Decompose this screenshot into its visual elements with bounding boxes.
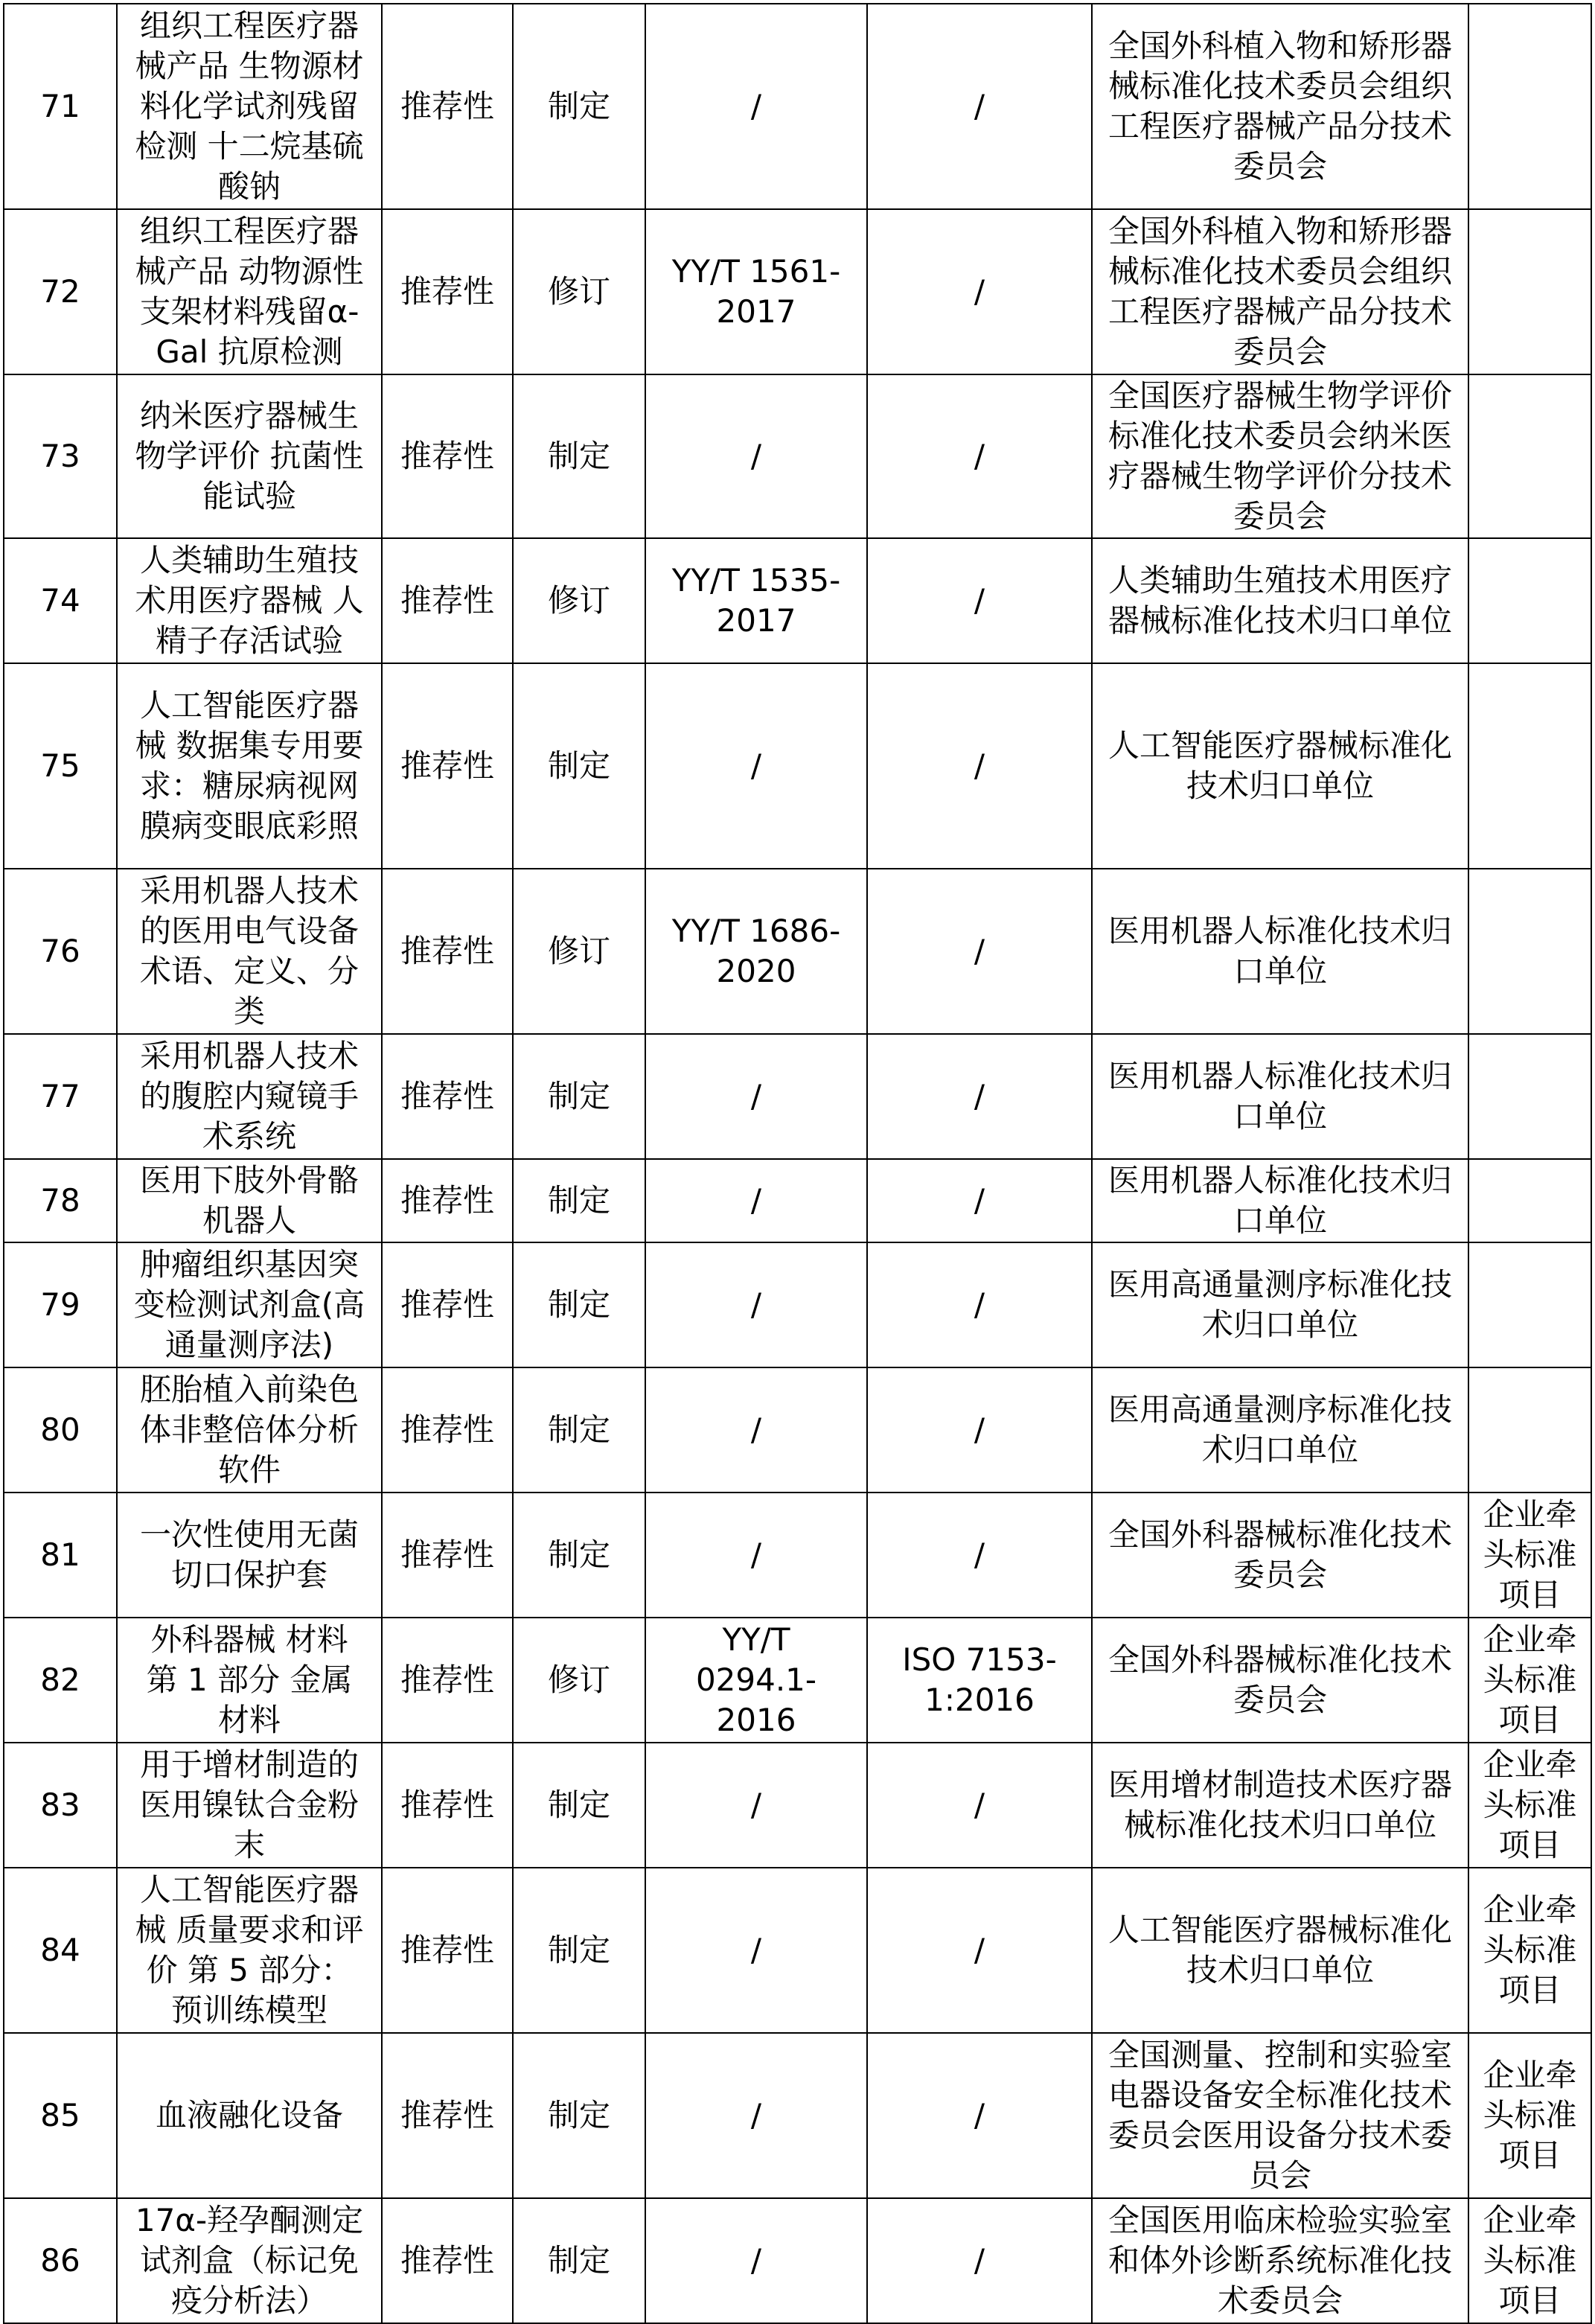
remark [1468,4,1591,209]
replaced-standard: / [645,1493,867,1618]
table-row [4,1242,1591,1367]
remark: 企业牵头标准项目 [1468,1493,1591,1618]
standard-name: 血液融化设备 [117,2033,382,2198]
project-type: 制定 [513,1367,645,1493]
row-number: 81 [4,1493,117,1618]
project-type: 修订 [513,209,645,374]
table-row [4,1618,1591,1743]
replaced-standard: YY/T 1686-2020 [645,869,867,1034]
table-row [4,869,1591,1034]
adopted-international-standard: / [867,209,1092,374]
table-row [4,209,1591,374]
adopted-international-standard: / [867,1242,1092,1367]
standard-name: 17α-羟孕酮测定试剂盒（标记免疫分析法） [117,2198,382,2323]
replaced-standard: / [645,1743,867,1868]
technical-committee: 全国外科器械标准化技术委员会 [1092,1493,1468,1618]
replaced-standard: / [645,2198,867,2323]
standard-nature: 推荐性 [382,374,513,538]
standard-name: 组织工程医疗器械产品 动物源性支架材料残留α-Gal 抗原检测 [117,209,382,374]
table-row [4,1743,1591,1868]
standard-name: 用于增材制造的医用镍钛合金粉末 [117,1743,382,1868]
standard-name: 肿瘤组织基因突变检测试剂盒(高通量测序法) [117,1242,382,1367]
table-row [4,1034,1591,1159]
row-number: 71 [4,4,117,209]
remark: 企业牵头标准项目 [1468,2033,1591,2198]
adopted-international-standard: / [867,869,1092,1034]
project-type: 制定 [513,2033,645,2198]
technical-committee: 全国医疗器械生物学评价标准化技术委员会纳米医疗器械生物学评价分技术委员会 [1092,374,1468,538]
replaced-standard: / [645,1034,867,1159]
standard-nature: 推荐性 [382,1034,513,1159]
project-type: 制定 [513,374,645,538]
project-type: 修订 [513,538,645,663]
remark [1468,663,1591,869]
remark: 企业牵头标准项目 [1468,1743,1591,1868]
standard-name: 组织工程医疗器械产品 生物源材料化学试剂残留检测 十二烷基硫酸钠 [117,4,382,209]
adopted-international-standard: / [867,538,1092,663]
project-type: 修订 [513,1618,645,1743]
standard-name: 人类辅助生殖技术用医疗器械 人精子存活试验 [117,538,382,663]
table-row [4,1367,1591,1493]
technical-committee: 医用增材制造技术医疗器械标准化技术归口单位 [1092,1743,1468,1868]
standard-nature: 推荐性 [382,1868,513,2033]
standard-nature: 推荐性 [382,869,513,1034]
row-number: 78 [4,1159,117,1242]
standard-nature: 推荐性 [382,1743,513,1868]
row-number: 72 [4,209,117,374]
standard-name: 采用机器人技术的医用电气设备 术语、定义、分类 [117,869,382,1034]
technical-committee: 医用机器人标准化技术归口单位 [1092,869,1468,1034]
adopted-international-standard: / [867,1367,1092,1493]
table-row [4,374,1591,538]
remark: 企业牵头标准项目 [1468,2198,1591,2323]
replaced-standard: / [645,1868,867,2033]
standard-name: 一次性使用无菌切口保护套 [117,1493,382,1618]
table-row [4,1159,1591,1242]
remark: 企业牵头标准项目 [1468,1618,1591,1743]
remark [1468,374,1591,538]
technical-committee: 人工智能医疗器械标准化技术归口单位 [1092,663,1468,869]
replaced-standard: / [645,4,867,209]
table-row [4,538,1591,663]
replaced-standard: YY/T 1535-2017 [645,538,867,663]
row-number: 79 [4,1242,117,1367]
remark [1468,869,1591,1034]
project-type: 制定 [513,1034,645,1159]
replaced-standard: / [645,1367,867,1493]
row-number: 86 [4,2198,117,2323]
adopted-international-standard: / [867,2033,1092,2198]
replaced-standard: / [645,2033,867,2198]
technical-committee: 全国外科植入物和矫形器械标准化技术委员会组织工程医疗器械产品分技术委员会 [1092,4,1468,209]
project-type: 制定 [513,1743,645,1868]
row-number: 74 [4,538,117,663]
table-row [4,1868,1591,2033]
adopted-international-standard: ISO 7153-1:2016 [867,1618,1092,1743]
project-type: 制定 [513,2198,645,2323]
table-body [4,4,1591,2323]
adopted-international-standard: / [867,1034,1092,1159]
standard-nature: 推荐性 [382,663,513,869]
adopted-international-standard: / [867,663,1092,869]
standard-nature: 推荐性 [382,1242,513,1367]
row-number: 84 [4,1868,117,2033]
table-row [4,1493,1591,1618]
replaced-standard: YY/T 1561-2017 [645,209,867,374]
row-number: 76 [4,869,117,1034]
standard-nature: 推荐性 [382,1618,513,1743]
standard-name: 外科器械 材料 第 1 部分 金属材料 [117,1618,382,1743]
technical-committee: 人工智能医疗器械标准化技术归口单位 [1092,1868,1468,2033]
standard-nature: 推荐性 [382,1159,513,1242]
row-number: 80 [4,1367,117,1493]
replaced-standard: / [645,374,867,538]
standard-name: 纳米医疗器械生物学评价 抗菌性能试验 [117,374,382,538]
standard-nature: 推荐性 [382,209,513,374]
row-number: 85 [4,2033,117,2198]
replaced-standard: / [645,1242,867,1367]
row-number: 75 [4,663,117,869]
standard-name: 采用机器人技术的腹腔内窥镜手术系统 [117,1034,382,1159]
adopted-international-standard: / [867,2198,1092,2323]
standard-name: 人工智能医疗器械 数据集专用要求：糖尿病视网膜病变眼底彩照 [117,663,382,869]
adopted-international-standard: / [867,4,1092,209]
table-row [4,4,1591,209]
project-type: 制定 [513,1868,645,2033]
standard-nature: 推荐性 [382,1493,513,1618]
technical-committee: 医用机器人标准化技术归口单位 [1092,1034,1468,1159]
technical-committee: 全国测量、控制和实验室电器设备安全标准化技术委员会医用设备分技术委员会 [1092,2033,1468,2198]
remark: 企业牵头标准项目 [1468,1868,1591,2033]
project-type: 制定 [513,1159,645,1242]
standard-name: 医用下肢外骨骼机器人 [117,1159,382,1242]
adopted-international-standard: / [867,1493,1092,1618]
project-type: 制定 [513,663,645,869]
project-type: 制定 [513,1242,645,1367]
replaced-standard: / [645,663,867,869]
technical-committee: 医用机器人标准化技术归口单位 [1092,1159,1468,1242]
replaced-standard: / [645,1159,867,1242]
standard-nature: 推荐性 [382,2198,513,2323]
standards-table [3,3,1592,2324]
standard-name: 人工智能医疗器械 质量要求和评价 第 5 部分：预训练模型 [117,1868,382,2033]
technical-committee: 人类辅助生殖技术用医疗器械标准化技术归口单位 [1092,538,1468,663]
technical-committee: 全国外科植入物和矫形器械标准化技术委员会组织工程医疗器械产品分技术委员会 [1092,209,1468,374]
remark [1468,538,1591,663]
standard-nature: 推荐性 [382,538,513,663]
standard-name: 胚胎植入前染色体非整倍体分析软件 [117,1367,382,1493]
remark [1468,1034,1591,1159]
standard-nature: 推荐性 [382,2033,513,2198]
project-type: 修订 [513,869,645,1034]
project-type: 制定 [513,4,645,209]
remark [1468,1159,1591,1242]
row-number: 83 [4,1743,117,1868]
standard-nature: 推荐性 [382,4,513,209]
table-row [4,663,1591,869]
table-row [4,2198,1591,2323]
standard-nature: 推荐性 [382,1367,513,1493]
technical-committee: 医用高通量测序标准化技术归口单位 [1092,1242,1468,1367]
row-number: 77 [4,1034,117,1159]
technical-committee: 全国医用临床检验实验室和体外诊断系统标准化技术委员会 [1092,2198,1468,2323]
row-number: 82 [4,1618,117,1743]
replaced-standard: YY/T 0294.1-2016 [645,1618,867,1743]
adopted-international-standard: / [867,374,1092,538]
remark [1468,209,1591,374]
table-row [4,2033,1591,2198]
project-type: 制定 [513,1493,645,1618]
adopted-international-standard: / [867,1743,1092,1868]
technical-committee: 全国外科器械标准化技术委员会 [1092,1618,1468,1743]
remark [1468,1367,1591,1493]
remark [1468,1242,1591,1367]
adopted-international-standard: / [867,1159,1092,1242]
adopted-international-standard: / [867,1868,1092,2033]
row-number: 73 [4,374,117,538]
technical-committee: 医用高通量测序标准化技术归口单位 [1092,1367,1468,1493]
